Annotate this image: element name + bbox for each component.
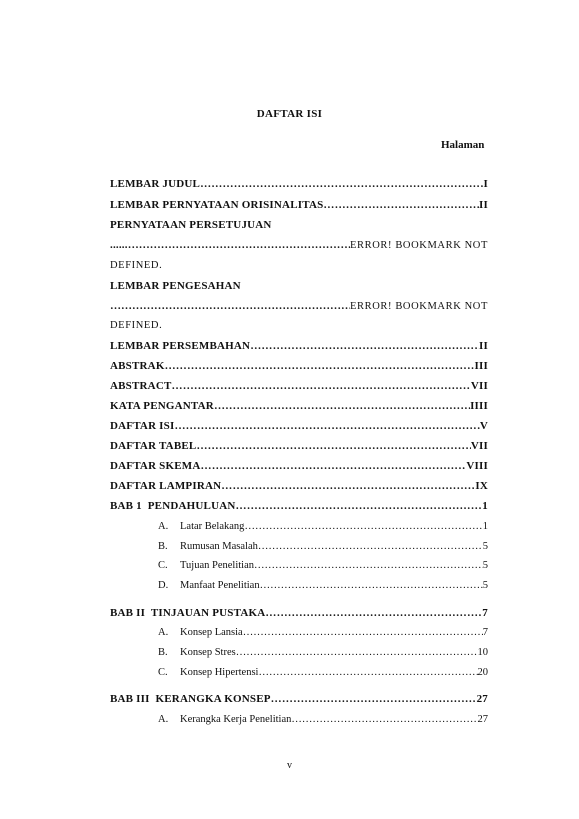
toc-entry-continuation [110, 299, 488, 314]
toc-entry-error-text: DEFINED. [110, 320, 163, 331]
toc-entry-page: VII [470, 440, 488, 452]
leader-dots [271, 692, 477, 706]
toc-entry-error: ERROR! BOOKMARK NOT [350, 240, 488, 251]
page-number: v [287, 760, 292, 771]
leader-dots [221, 479, 475, 493]
toc-subentry-label: Kerangka Kerja Penelitian [180, 714, 292, 725]
toc-subentry-page: 20 [477, 667, 488, 678]
toc-subentry-number: A. [158, 521, 169, 532]
toc-subentry-number: C. [158, 560, 168, 571]
toc-subentry-number: B. [158, 647, 168, 658]
toc-subentry-number: D. [158, 580, 169, 591]
toc-entry-page: II [479, 199, 488, 211]
toc-entry-label: DAFTAR ISI [110, 420, 175, 432]
leader-dots [260, 579, 483, 593]
toc-entry[interactable] [110, 218, 488, 232]
toc-entry[interactable] [110, 399, 488, 413]
leader-dots [236, 646, 478, 660]
toc-entry[interactable] [110, 419, 488, 433]
leader-dots [236, 499, 483, 513]
toc-entry-label: PERNYATAAN PERSETUJUAN [110, 219, 272, 231]
toc-subentry-page: 5 [482, 580, 488, 591]
toc-subentry[interactable] [158, 666, 488, 680]
toc-entry-error-text: DEFINED. [110, 260, 163, 271]
leader-dots [250, 339, 479, 353]
leader-dots [172, 379, 471, 393]
toc-entry-page: VII [470, 380, 488, 392]
toc-entry-page: V [479, 420, 488, 432]
toc-subentry-page: 7 [482, 627, 488, 638]
toc-entry-label: KATA PENGANTAR [110, 400, 214, 412]
toc-chapter-page: 27 [476, 693, 488, 705]
toc-entry-label: DAFTAR SKEMA [110, 460, 201, 472]
toc-subentry-label: Manfaat Penelitian [180, 580, 260, 591]
toc-entry-label: ABSTRAK [110, 360, 165, 372]
toc-subentry-label: Latar Belakang [180, 521, 245, 532]
toc-entry-label: LEMBAR JUDUL [110, 178, 201, 190]
leader-dots [196, 439, 470, 453]
toc-subentry[interactable] [158, 626, 488, 640]
leader-dots [110, 299, 350, 313]
toc-entry[interactable] [110, 198, 488, 212]
toc-entry-page: VIII [466, 460, 488, 472]
toc-entry[interactable] [110, 459, 488, 473]
toc-entry-label: DAFTAR TABEL [110, 440, 197, 452]
leader-dots [200, 177, 483, 191]
leader-dots [265, 606, 482, 620]
leader-dots [244, 520, 482, 534]
toc-subentry-label: Rumusan Masalah [180, 541, 258, 552]
leader-dots [254, 559, 483, 573]
toc-entry[interactable] [110, 279, 488, 293]
toc-entry-label: DAFTAR LAMPIRAN [110, 480, 222, 492]
toc-entry[interactable] [110, 177, 488, 191]
toc-entry-label: LEMBAR PERSEMBAHAN [110, 340, 251, 352]
toc-subentry-number: A. [158, 627, 169, 638]
leader-dots [174, 419, 479, 433]
toc-subentry-label: Konsep Stres [180, 647, 236, 658]
leader-dots [323, 198, 479, 212]
toc-subentry-page: 10 [477, 647, 488, 658]
toc-subentry-page: 27 [477, 714, 488, 725]
toc-chapter-page: 1 [482, 500, 488, 512]
toc-chapter[interactable] [110, 606, 488, 620]
toc-entry-page: IX [475, 480, 488, 492]
leader-dots [243, 626, 483, 640]
toc-entry[interactable] [110, 379, 488, 393]
toc-entry-page: III [474, 360, 488, 372]
leader-dots [214, 399, 470, 413]
toc-chapter-label: BAB III KERANGKA KONSEP [110, 693, 271, 705]
toc-subentry-label: Tujuan Penelitian [180, 560, 254, 571]
toc-subentry-number: B. [158, 541, 168, 552]
toc-subentry[interactable] [158, 540, 488, 554]
toc-entry[interactable] [110, 439, 488, 453]
toc-subentry[interactable] [158, 520, 488, 534]
toc-entry-continuation [110, 238, 488, 253]
toc-entry[interactable] [110, 339, 488, 353]
toc-entry-prefix: ...... [110, 239, 128, 251]
leader-dots [258, 666, 477, 680]
toc-entry-error-cont [110, 259, 488, 273]
toc-entry-label: LEMBAR PERNYATAAN ORISINALITAS [110, 199, 324, 211]
toc-chapter-label: BAB 1 PENDAHULUAN [110, 500, 236, 512]
toc-entry[interactable] [110, 359, 488, 373]
toc-chapter-label: BAB II TINJAUAN PUSTAKA [110, 607, 266, 619]
page-column-header: Halaman [441, 139, 485, 151]
toc-entry-error-cont [110, 319, 488, 333]
page-title: DAFTAR ISI [256, 108, 323, 120]
toc-subentry[interactable] [158, 559, 488, 573]
toc-subentry-number: C. [158, 667, 168, 678]
leader-dots [128, 238, 350, 252]
leader-dots [258, 540, 483, 554]
toc-entry-page: IIII [470, 400, 488, 412]
toc-subentry-number: A. [158, 714, 169, 725]
toc-entry-label: ABSTRACT [110, 380, 172, 392]
toc-entry-page: II [479, 340, 488, 352]
toc-subentry-label: Konsep Lansia [180, 627, 243, 638]
toc-entry-page: I [483, 178, 488, 190]
toc-subentry[interactable] [158, 646, 488, 660]
toc-chapter[interactable] [110, 692, 488, 706]
toc-subentry-page: 5 [482, 541, 488, 552]
toc-subentry[interactable] [158, 579, 488, 593]
toc-entry-error: ERROR! BOOKMARK NOT [350, 301, 488, 312]
toc-subentry[interactable] [158, 713, 488, 727]
toc-subentry-page: 5 [482, 560, 488, 571]
toc-entry[interactable] [110, 479, 488, 493]
leader-dots [291, 713, 477, 727]
leader-dots [201, 459, 467, 473]
toc-subentry-label: Konsep Hipertensi [180, 667, 259, 678]
leader-dots [165, 359, 475, 373]
toc-chapter[interactable] [110, 499, 488, 513]
toc-subentry-page: 1 [482, 521, 488, 532]
toc-chapter-page: 7 [482, 607, 488, 619]
toc-entry-label: LEMBAR PENGESAHAN [110, 280, 241, 292]
